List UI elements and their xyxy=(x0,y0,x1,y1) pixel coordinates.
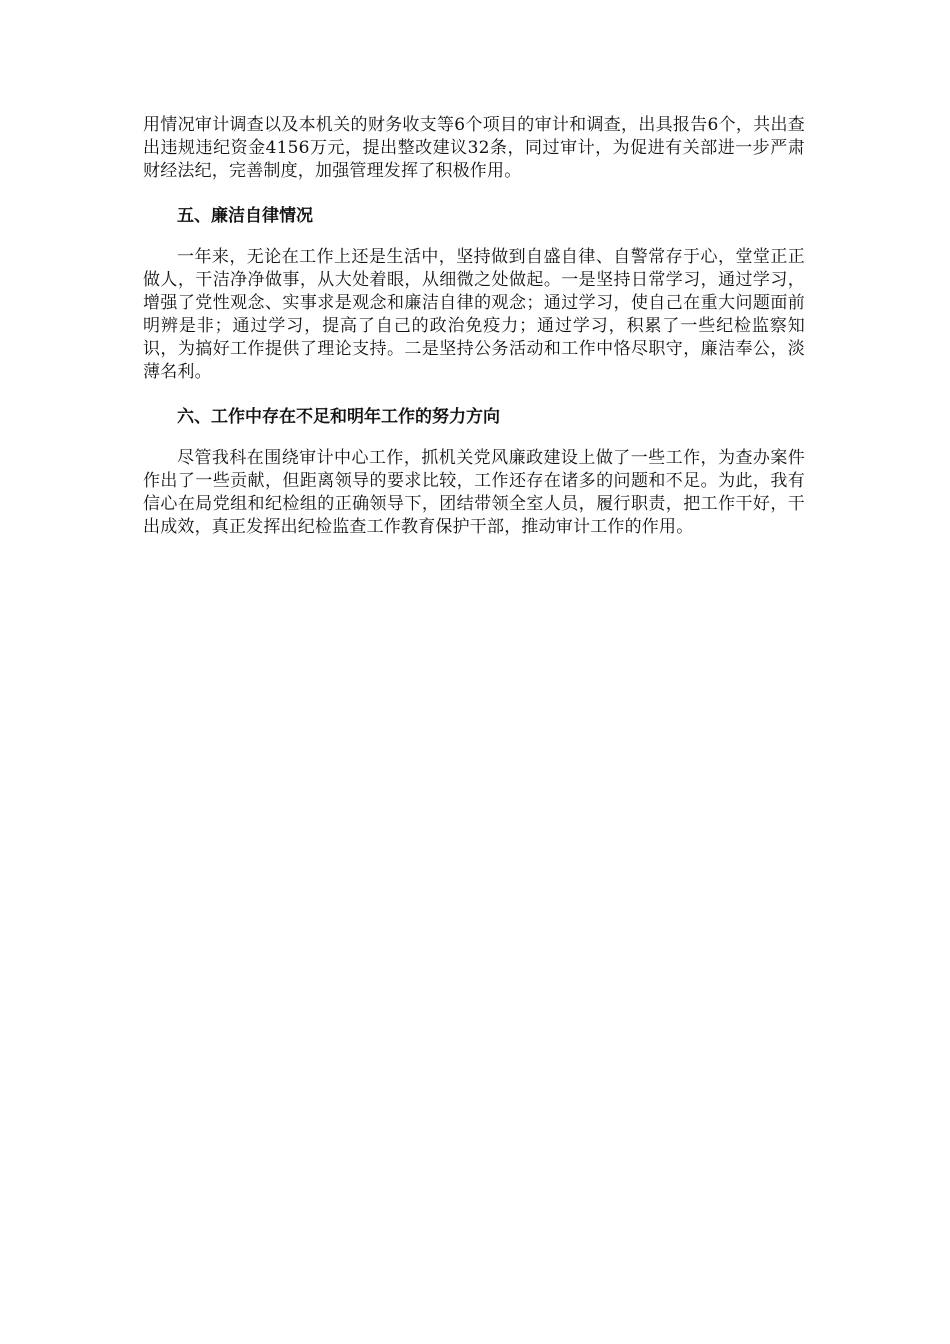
spacer xyxy=(143,228,805,246)
section-heading-shortcomings: 六、工作中存在不足和明年工作的努力方向 xyxy=(177,407,500,427)
section-heading-integrity: 五、廉洁自律情况 xyxy=(177,206,313,226)
continuation-paragraph: 用情况审计调查以及本机关的财务收支等6个项目的审计和调查，出具报告6个，共出查出违规违纪资金4156万元，提出整改建议32条，同过审计，为促进有关部进一步严肃财经法纪，完善制度，加强管理发挥了积极作用。 xyxy=(143,115,805,181)
document-page xyxy=(143,114,805,539)
spacer xyxy=(143,183,805,205)
spacer xyxy=(143,384,805,406)
spacer xyxy=(143,429,805,447)
section-body-integrity: 一年来，无论在工作上还是生活中，坚持做到自盛自律、自警常存于心，堂堂正正做人，干洁净净做事，从大处着眼，从细微之处做起。一是坚持日常学习，通过学习，增强了党性观念、实事求是观念和廉洁自律的观念；通过学习，使自己在重大问题面前明辨是非；通过学习，提高了自己的政治免疫力；通过学习，积累了一些纪检监察知识，为搞好工作提供了理论支持。二是坚持公务活动和工作中恪尽职守，廉洁奉公，淡薄名利。 xyxy=(143,247,805,382)
section-body-shortcomings: 尽管我科在围绕审计中心工作，抓机关党风廉政建设上做了一些工作，为查办案件作出了一些贡献，但距离领导的要求比较，工作还存在诸多的问题和不足。为此，我有信心在局党组和纪检组的正确领导下，团结带领全室人员，履行职责，把工作干好，干出成效，真正发挥出纪检监查工作教育保护干部，推动审计工作的作用。 xyxy=(143,448,805,537)
